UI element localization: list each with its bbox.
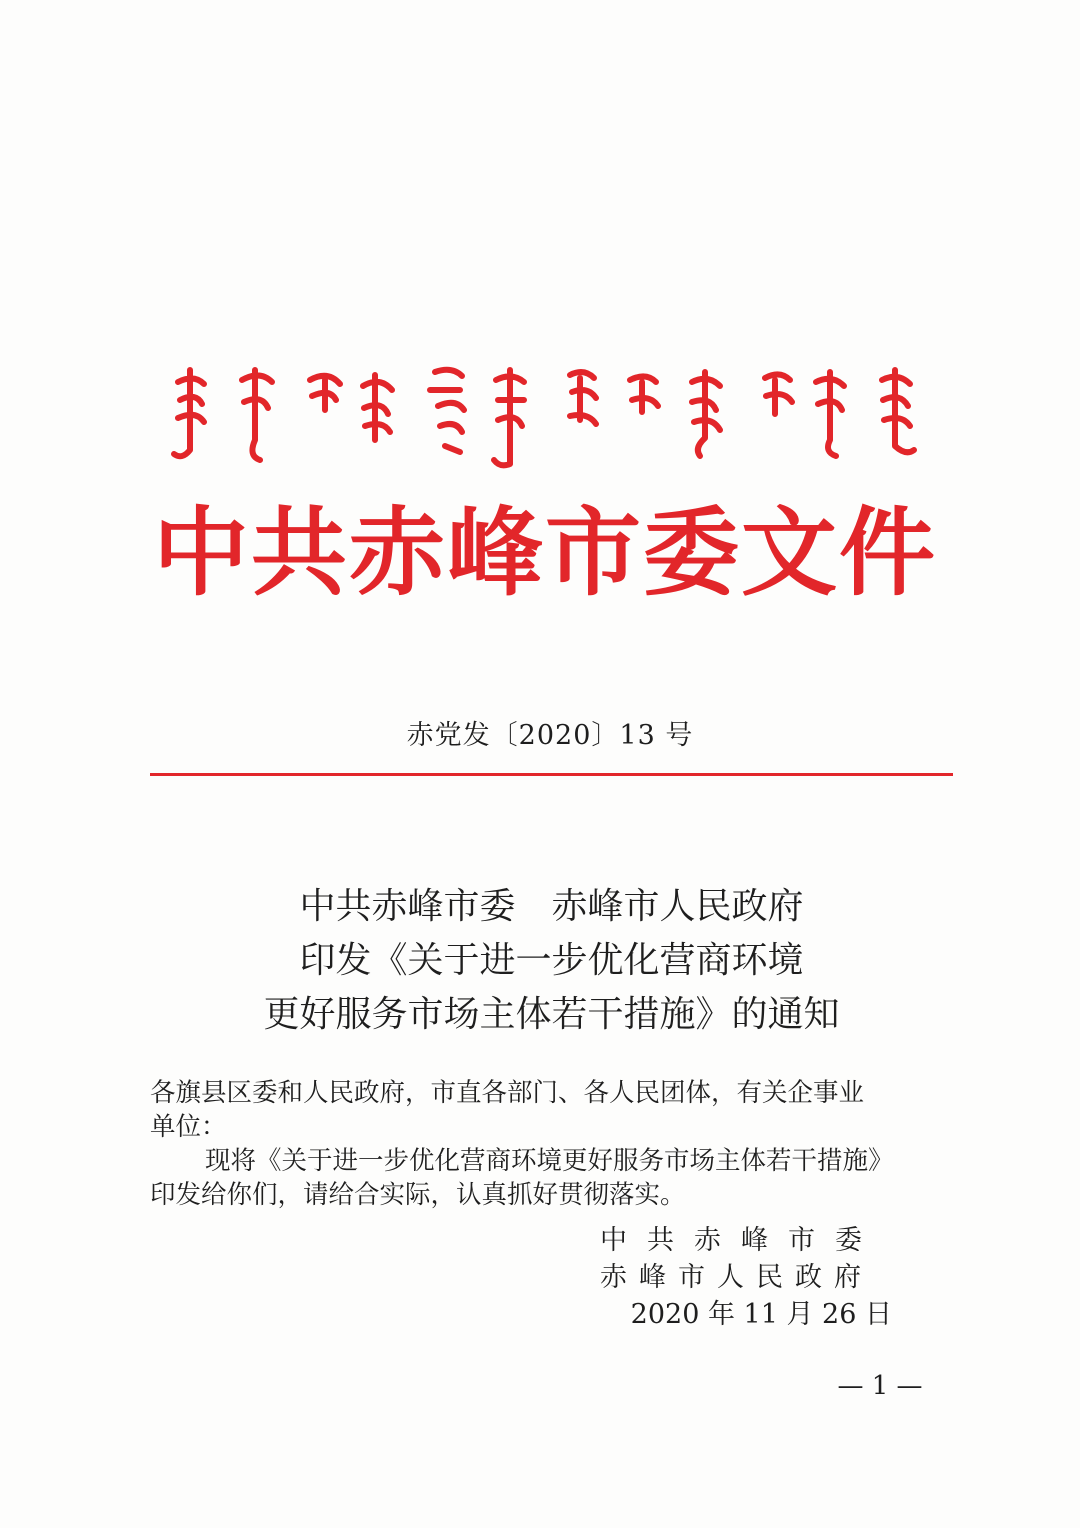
mongolian-script-header	[160, 360, 940, 470]
masthead-title: 中共赤峰市委文件	[153, 497, 937, 609]
signature-org-1: 中共赤峰市委	[600, 1225, 882, 1256]
red-divider-line	[150, 773, 953, 776]
body-paragraph-line-2: 印发给你们，请给合实际，认真抓好贯彻落实。	[150, 1180, 686, 1210]
signature-org-2: 赤峰市人民政府	[600, 1262, 873, 1293]
title-line-2: 印发《关于进一步优化营商环境	[299, 940, 804, 981]
recipients-line-2: 单位：	[150, 1112, 227, 1142]
notice-body	[150, 1076, 955, 1212]
title-issuer-2: 赤峰市人民政府	[551, 886, 804, 927]
recipients-line-1: 各旗县区委和人民政府，市直各部门、各人民团体，有关企事业	[150, 1078, 865, 1108]
signature-date: 2020 年 11 月 26 日	[630, 1299, 892, 1330]
title-line-3: 更好服务市场主体若干措施》的通知	[263, 994, 840, 1035]
body-paragraph-line-1: 现将《关于进一步优化营商环境更好服务市场主体若干措施》	[205, 1146, 894, 1176]
document-number: 赤党发〔2020〕13 号	[406, 720, 694, 751]
title-issuer-1: 中共赤峰市委	[299, 886, 516, 927]
title-line-1	[150, 880, 953, 934]
mongolian-script-glyphs	[160, 360, 940, 470]
signature-block	[600, 1222, 900, 1333]
page-number: — 1 —	[837, 1371, 923, 1401]
notice-title	[150, 880, 953, 1042]
